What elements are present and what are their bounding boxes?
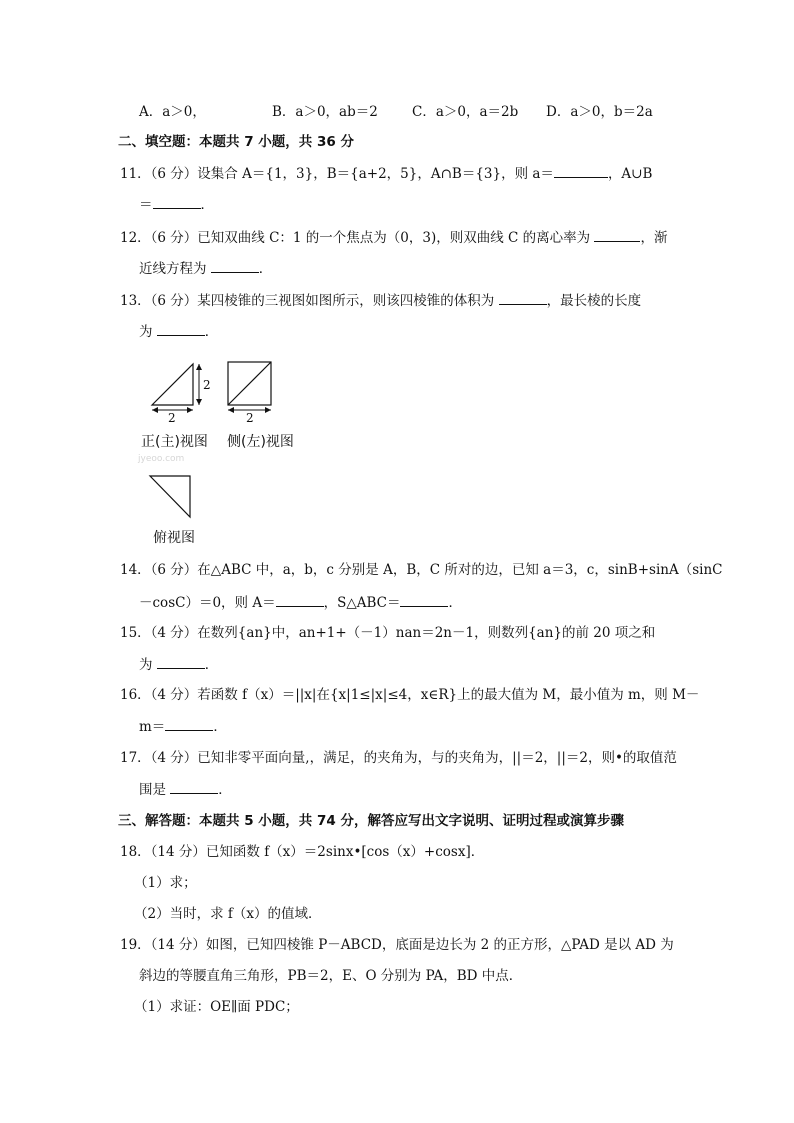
q11-period: ．: [200, 197, 214, 213]
q15-line1: 15．（4 分）在数列{an}中，an+1+（－1）nan＝2n－1，则数列{an}的前 20 项之和: [120, 625, 656, 641]
front-view-label: 正(主)视图: [141, 434, 208, 450]
q15-period: ．: [204, 657, 219, 673]
q19-line2: 斜边的等腰直角三角形，PB＝2，E、O 分别为 PA，BD 中点．: [139, 968, 523, 984]
q18-part1: （1）求；: [134, 875, 197, 891]
q14-area-label: ，S△ABC＝: [323, 595, 401, 611]
q15-line2: [139, 654, 218, 675]
q14-blank-angle[interactable]: [276, 592, 324, 607]
q16-line2: [139, 716, 227, 737]
q16-period: ．: [213, 719, 227, 735]
q17-line2: [139, 779, 232, 800]
q17-line1: 17．（4 分）已知非零平面向量,，满足，的夹角为，与的夹角为，||＝2，||＝2，则•的取值范: [120, 750, 677, 766]
q15-head2: 为: [139, 657, 153, 673]
q17-blank-range[interactable]: [170, 779, 218, 794]
q14-line1: 14．（6 分）在△ABC 中，a，b，c 分别是 A，B，C 所对的边，已知 a＝3，c，sinB+sinA（sinC: [120, 562, 723, 578]
q12-tail: ，渐: [640, 230, 668, 246]
top-view-drawing: [150, 476, 190, 517]
q14-period: ．: [448, 595, 462, 611]
q14-line2: [139, 592, 462, 613]
q16-blank-diff[interactable]: [165, 716, 213, 731]
option-a: A．a＞0，: [139, 104, 206, 120]
q11-eq: ＝: [139, 197, 153, 213]
q10-options: [139, 102, 653, 122]
q13-line1: [120, 290, 641, 311]
q13-blank-volume[interactable]: [499, 290, 547, 305]
q11-text: 11．（6 分）设集合 A＝{1，3}，B＝{a+2，5}，A∩B＝{3}，则 a＝: [120, 166, 554, 182]
q11-line2: [139, 194, 214, 215]
q12-blank-ecc[interactable]: [594, 227, 640, 242]
section-fill-in-title: 二、填空题：本题共 7 小题，共 36 分: [118, 134, 354, 150]
q12-period: ．: [258, 261, 273, 277]
top-view-label: 俯视图: [153, 530, 195, 546]
q14-head2: －cosC）＝0，则 A＝: [139, 595, 276, 611]
q13-blank-edge[interactable]: [157, 321, 205, 336]
q16-head2: m＝: [139, 719, 166, 735]
q12-line1: [120, 227, 667, 248]
q13-tail: ，最长棱的长度: [546, 293, 642, 309]
q13-period: ．: [204, 324, 219, 340]
q11-blank-union[interactable]: [153, 194, 201, 209]
side-width-dim: 2: [246, 411, 254, 425]
q12-text: 12．（6 分）已知双曲线 C：1 的一个焦点为（0，3)，则双曲线 C 的离心率为: [120, 230, 591, 246]
q12-head2: 近线方程为: [139, 261, 207, 277]
side-view-label: 侧(左)视图: [227, 434, 294, 450]
q13-head2: 为: [139, 324, 153, 340]
watermark: jyeoo.com: [138, 454, 185, 464]
q19-line1: 19．（14 分）如图，已知四棱锥 P－ABCD，底面是边长为 2 的正方形，△PAD 是以 AD 为: [120, 937, 674, 953]
q18-line1: 18．（14 分）已知函数 f（x）＝2sinx•[cos（x）+cosx]．: [120, 844, 485, 860]
q13-text: 13．（6 分）某四棱锥的三视图如图所示，则该四棱锥的体积为: [120, 293, 495, 309]
front-width-dim: 2: [168, 411, 176, 425]
option-c: C．a＞0，a＝2b: [412, 104, 519, 120]
q11-tail: ，A∪B: [607, 166, 653, 182]
q16-line1: 16．（4 分）若函数 f（x）＝||x|在{x|1≤|x|≤4，x∈R}上的最大值为 M，最小值为 m，则 M－: [120, 687, 700, 703]
q12-blank-asym[interactable]: [211, 258, 259, 273]
q18-part2: （2）当时，求 f（x）的值域．: [134, 906, 322, 922]
option-d: D．a＞0，b＝2a: [546, 104, 653, 120]
front-view-drawing: [152, 364, 211, 425]
q12-line2: [139, 258, 272, 279]
q11-blank-a[interactable]: [554, 163, 608, 178]
q15-blank-sum[interactable]: [157, 654, 205, 669]
section-solve-title: 三、解答题：本题共 5 小题，共 74 分，解答应写出文字说明、证明过程或演算步骤: [118, 813, 624, 829]
q11-line1: [120, 163, 652, 184]
q14-blank-area[interactable]: [400, 592, 448, 607]
front-height-dim: 2: [203, 378, 211, 392]
option-b: B．a＞0，ab＝2: [272, 104, 378, 120]
q13-line2: [139, 321, 218, 342]
q17-period: ．: [218, 782, 232, 798]
q19-part1: （1）求证：OE∥面 PDC；: [134, 999, 299, 1015]
q17-head2: 围是: [139, 782, 166, 798]
side-view-drawing: [228, 362, 271, 425]
